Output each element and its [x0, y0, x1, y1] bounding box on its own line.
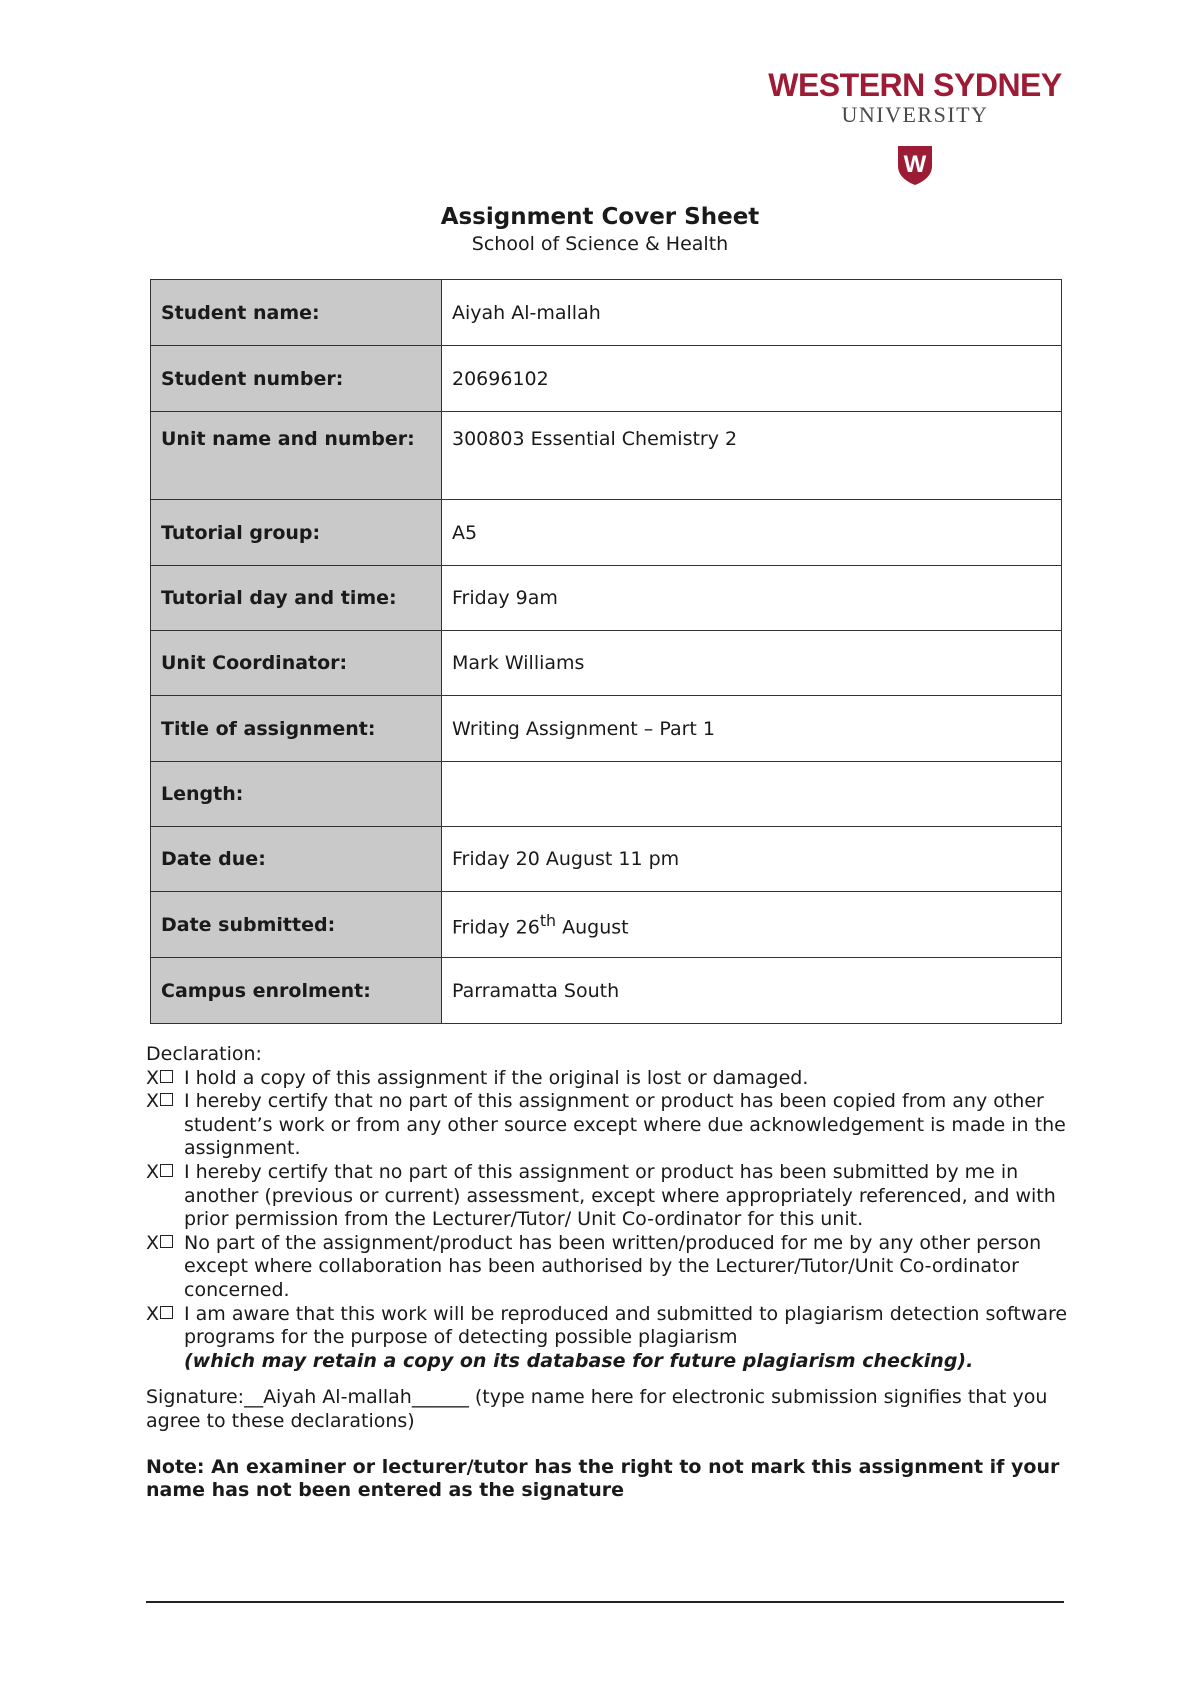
field-label: Tutorial day and time:	[151, 566, 442, 631]
checkbox-marked: X	[146, 1303, 184, 1374]
field-label: Title of assignment:	[151, 696, 442, 762]
field-label: Length:	[151, 762, 442, 827]
cover-sheet-table	[150, 279, 1062, 1024]
checkbox-icon	[160, 1235, 173, 1248]
examiner-note: Note: An examiner or lecturer/tutor has the right to not mark this assignment if your name has not been entered as the signature	[146, 1455, 1060, 1502]
field-label: Campus enrolment:	[151, 958, 442, 1024]
declaration-item	[146, 1067, 1086, 1091]
declaration-item	[146, 1090, 1086, 1161]
table-row	[151, 762, 1062, 827]
bottom-divider	[146, 1601, 1064, 1603]
signature-note: (type name here for electronic submission signifies that you agree to these declarations)	[146, 1386, 1048, 1432]
date-submitted-text: Friday 26	[452, 916, 540, 939]
declaration-emphasis: (which may retain a copy on its database for future plagiarism checking).	[184, 1349, 974, 1372]
checkbox-icon	[160, 1070, 173, 1083]
university-logo	[760, 68, 1070, 198]
table-row	[151, 346, 1062, 412]
field-label: Unit name and number:	[151, 412, 442, 500]
field-value: Parramatta South	[442, 958, 1062, 1024]
signature-name: Aiyah Al-mallah	[263, 1386, 412, 1409]
field-label: Student name:	[151, 280, 442, 346]
checkbox-icon	[160, 1093, 173, 1106]
declaration-text: I hereby certify that no part of this assignment or product has been copied from any other student’s work or from any other source except where due acknowledgement is made in the assignment.	[184, 1090, 1066, 1160]
shield-icon	[895, 144, 935, 186]
declaration-text: No part of the assignment/product has been written/produced for me by any other person except where collaboration has been authorised by the Lecturer/Tutor/Unit Co-ordinator concerned.	[184, 1231, 1042, 1301]
table-row	[151, 566, 1062, 631]
table-row	[151, 696, 1062, 762]
table-row	[151, 827, 1062, 892]
table-row	[151, 958, 1062, 1024]
checkbox-icon	[160, 1164, 173, 1177]
table-row	[151, 280, 1062, 346]
field-label: Tutorial group:	[151, 500, 442, 566]
table-row	[151, 412, 1062, 500]
checkbox-marked: X	[146, 1232, 184, 1303]
field-value: Aiyah Al-mallah	[442, 280, 1062, 346]
field-value: A5	[442, 500, 1062, 566]
page-heading	[0, 202, 1200, 256]
logo-subtitle: UNIVERSITY	[841, 102, 989, 127]
checkbox-marked: X	[146, 1161, 184, 1232]
field-value: 20696102	[442, 346, 1062, 412]
field-value: Friday 9am	[442, 566, 1062, 631]
checkbox-marked: X	[146, 1090, 184, 1161]
table-row	[151, 500, 1062, 566]
ordinal-suffix: th	[539, 910, 557, 930]
page-title: Assignment Cover Sheet	[440, 204, 760, 230]
declaration-text: I am aware that this work will be reproduced and submitted to plagiarism detection software programs for the purpose of detecting possible plagiarism (which may retain a copy on its database for future plagiarism checking).	[184, 1302, 1068, 1372]
checkbox-icon	[160, 1306, 173, 1319]
signature-label: Signature:	[146, 1386, 245, 1409]
field-label: Date submitted:	[151, 892, 442, 958]
declaration-item	[146, 1303, 1086, 1374]
field-value: Friday 20 August 11 pm	[442, 827, 1062, 892]
logo-wordmark: WESTERN SYDNEY	[768, 67, 1062, 103]
field-value: Mark Williams	[442, 631, 1062, 696]
field-label: Date due:	[151, 827, 442, 892]
date-submitted-month: August	[556, 916, 629, 939]
field-value	[442, 892, 1062, 958]
field-value: 300803 Essential Chemistry 2	[442, 412, 1062, 500]
declaration-heading: Declaration:	[146, 1043, 262, 1065]
declaration-section	[146, 1043, 1086, 1503]
page-subtitle: School of Science & Health	[471, 233, 729, 255]
declaration-item	[146, 1161, 1086, 1232]
field-label: Student number:	[151, 346, 442, 412]
field-label: Unit Coordinator:	[151, 631, 442, 696]
table-row	[151, 631, 1062, 696]
field-value	[442, 762, 1062, 827]
declaration-item	[146, 1232, 1086, 1303]
signature-line: Signature:__Aiyah Al-mallah______ (type name here for electronic submission signifies that you agree to these declarations)	[146, 1386, 1048, 1432]
field-value: Writing Assignment – Part 1	[442, 696, 1062, 762]
shield-letter: W	[903, 151, 927, 178]
table-row	[151, 892, 1062, 958]
checkbox-marked: X	[146, 1067, 184, 1091]
declaration-text: I hereby certify that no part of this assignment or product has been submitted by me in another (previous or current) assessment, except where appropriately referenced, and with prior permission from the Lecturer/Tutor/ Unit Co-ordinator for this unit.	[184, 1160, 1056, 1231]
declaration-text: I hold a copy of this assignment if the original is lost or damaged.	[184, 1066, 809, 1089]
